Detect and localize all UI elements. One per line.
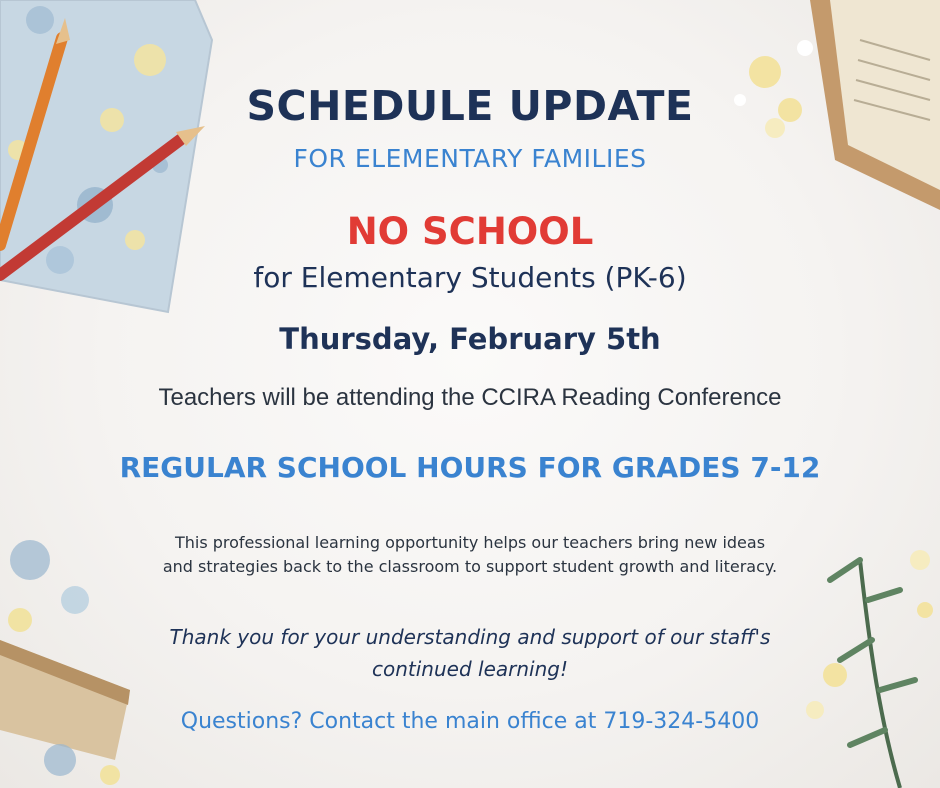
reason-text: Teachers will be attending the CCIRA Reading Conference [158, 384, 782, 411]
regular-hours-notice: REGULAR SCHOOL HOURS FOR GRADES 7-12 [119, 451, 821, 484]
page-subtitle: FOR ELEMENTARY FAMILIES [293, 144, 647, 173]
audience-text: for Elementary Students (PK-6) [253, 261, 687, 294]
page-title: SCHEDULE UPDATE [246, 82, 694, 130]
no-school-alert: NO SCHOOL [346, 210, 594, 253]
event-date: Thursday, February 5th [279, 322, 661, 356]
description-paragraph [0, 531, 940, 579]
description-line: and strategies back to the classroom to support student growth and literacy. [162, 557, 778, 576]
thank-you-message [0, 621, 940, 685]
thank-you-line: continued learning! [372, 657, 568, 681]
contact-info: Questions? Contact the main office at 719-324-5400 [180, 709, 760, 734]
thank-you-line: Thank you for your understanding and support of our staff's [169, 625, 771, 649]
description-line: This professional learning opportunity helps our teachers bring new ideas [174, 533, 766, 552]
